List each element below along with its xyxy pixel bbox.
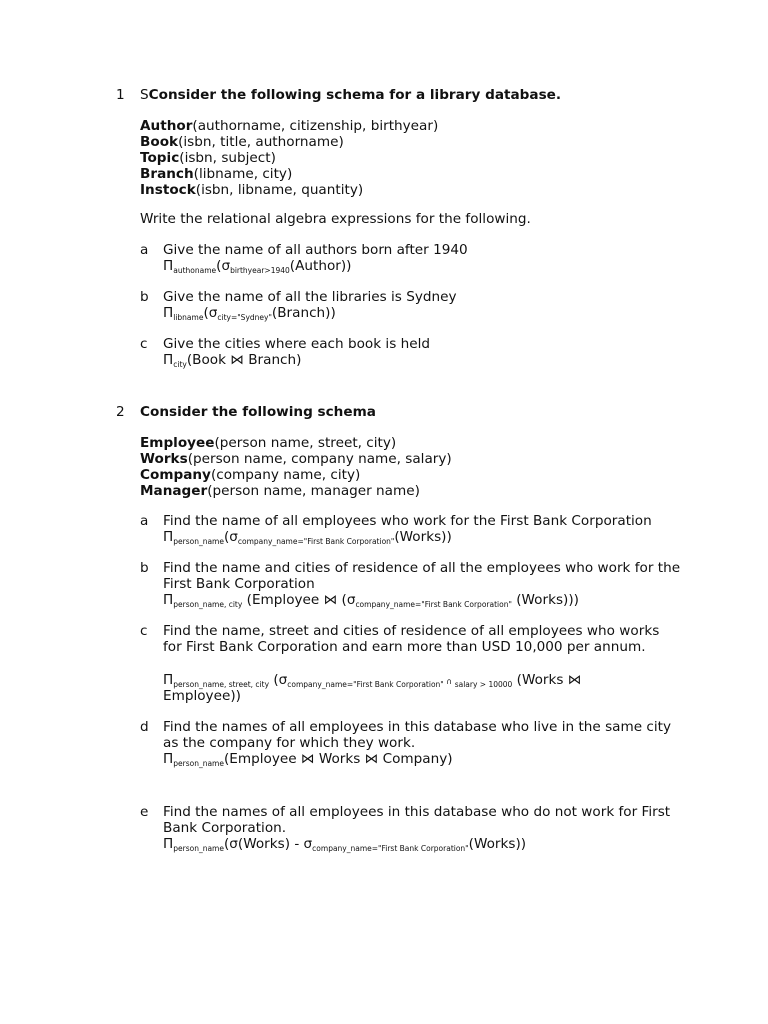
expr-subscript: company_name="First Bank Corporation" xyxy=(237,537,395,546)
relational-expression xyxy=(163,836,526,852)
expr-part: Π xyxy=(163,836,174,852)
relation-fields: (company name, city) xyxy=(210,467,361,483)
expr-part: Π xyxy=(163,751,174,767)
sub-question-text: Find the names of all employees in this database who do not work for First Bank Corporation. xyxy=(163,804,671,836)
relation-fields: (libname, city) xyxy=(193,166,293,182)
sub-question-text: Give the name of all the libraries is Sydney xyxy=(163,289,457,305)
relational-expression xyxy=(163,592,579,608)
relation-name: Employee xyxy=(140,435,215,451)
expr-part: (σ xyxy=(223,529,238,545)
sub-question-label: b xyxy=(140,289,149,305)
relation-fields: (isbn, title, authorname) xyxy=(178,134,344,150)
relation-fields: (isbn, subject) xyxy=(179,150,276,166)
expr-subscript: person_name xyxy=(173,537,224,546)
question-number: 2 xyxy=(116,404,125,420)
sub-question-label: c xyxy=(140,623,148,639)
expr-subscript: company_name="First Bank Corporation" xyxy=(287,680,444,689)
sub-question-text: Find the name and cities of residence of all the employees who work for the First Bank Corporation xyxy=(163,560,681,592)
schema-relation xyxy=(140,182,438,198)
question-title xyxy=(140,87,561,103)
relation-name: Topic xyxy=(140,150,180,166)
relation-name: Book xyxy=(140,134,179,150)
relational-expression xyxy=(163,352,301,368)
expr-part: (Employee ⋈ (σ xyxy=(242,592,356,608)
relational-expression-continued: Employee)) xyxy=(163,688,241,704)
expr-subscript: authoname xyxy=(173,266,217,275)
sub-question-text: Give the cities where each book is held xyxy=(163,336,430,352)
question-title-text: Consider the following schema for a library database. xyxy=(148,87,562,103)
schema-relation xyxy=(140,150,438,166)
sub-question-label: c xyxy=(140,336,148,352)
expr-part: Π xyxy=(163,305,174,321)
sub-question-label: d xyxy=(140,719,149,735)
expr-subscript: person_name xyxy=(173,844,224,853)
expr-part: Π xyxy=(163,258,174,274)
expr-part: Π xyxy=(163,352,174,368)
expr-subscript: company_name="First Bank Corporation" xyxy=(312,844,469,853)
expr-subscript: salary > 10000 xyxy=(454,680,513,689)
relation-fields: (person name, company name, salary) xyxy=(187,451,452,467)
expr-part: (σ xyxy=(269,672,288,688)
relation-name: Company xyxy=(140,467,211,483)
expr-part: (σ(Works) - σ xyxy=(223,836,313,852)
expr-part: (Works ⋈ xyxy=(512,672,582,688)
sub-question-label: a xyxy=(140,513,149,529)
relation-fields: (person name, street, city) xyxy=(214,435,397,451)
relation-fields: (isbn, libname, quantity) xyxy=(195,182,364,198)
sub-question-text: Give the name of all authors born after 1940 xyxy=(163,242,468,258)
instruction-text: Write the relational algebra expressions for the following. xyxy=(140,211,531,227)
expr-part: Π xyxy=(163,672,174,688)
relational-expression xyxy=(163,751,453,767)
relational-expression xyxy=(163,258,351,274)
expr-subscript: person_name, city xyxy=(173,600,243,609)
relation-name: Author xyxy=(140,118,193,134)
schema-relation xyxy=(140,467,452,483)
schema-relation xyxy=(140,451,452,467)
expr-subscript: company_name="First Bank Corporation" xyxy=(355,600,512,609)
sub-question-text: Find the names of all employees in this database who live in the same city as the company for which they work. xyxy=(163,719,672,751)
expr-part: (σ xyxy=(203,305,218,321)
expr-part: (Author)) xyxy=(289,258,352,274)
question-number: 1 xyxy=(116,87,125,103)
expr-subscript: person_name, street, city xyxy=(173,680,270,689)
expr-part: (Employee ⋈ Works ⋈ Company) xyxy=(223,751,453,767)
expr-subscript: city="Sydney" xyxy=(217,313,272,322)
schema-relation xyxy=(140,134,438,150)
expr-part: Π xyxy=(163,529,174,545)
relation-name: Branch xyxy=(140,166,194,182)
expr-part: Π xyxy=(163,592,174,608)
relational-expression xyxy=(163,305,336,321)
expr-part: ∩ xyxy=(443,677,455,686)
question-title-lead: S xyxy=(140,87,149,103)
relation-fields: (authorname, citizenship, birthyear) xyxy=(192,118,439,134)
expr-part: (Book ⋈ Branch) xyxy=(186,352,302,368)
relational-expression xyxy=(163,529,452,545)
sub-question-label: e xyxy=(140,804,149,820)
schema-list xyxy=(140,118,438,198)
schema-relation xyxy=(140,118,438,134)
relation-name: Manager xyxy=(140,483,208,499)
expr-part: (σ xyxy=(216,258,231,274)
expr-part: (Works)) xyxy=(468,836,527,852)
question-title: Consider the following schema xyxy=(140,404,376,420)
expr-part: (Works))) xyxy=(511,592,579,608)
schema-relation xyxy=(140,166,438,182)
sub-question-text: Find the name of all employees who work for the First Bank Corporation xyxy=(163,513,652,529)
relation-name: Instock xyxy=(140,182,196,198)
sub-question-label: b xyxy=(140,560,149,576)
sub-question-label: a xyxy=(140,242,149,258)
expr-subscript: city xyxy=(173,360,187,369)
schema-relation xyxy=(140,483,452,499)
schema-list xyxy=(140,435,452,499)
schema-relation xyxy=(140,435,452,451)
relation-fields: (person name, manager name) xyxy=(207,483,420,499)
relation-name: Works xyxy=(140,451,188,467)
sub-question-text: Find the name, street and cities of residence of all employees who works for First Bank Corporation and earn more than USD 10,000 per annum. xyxy=(163,623,660,655)
expr-subscript: birthyear>1940 xyxy=(230,266,290,275)
expr-subscript: person_name xyxy=(173,759,224,768)
expr-part: (Works)) xyxy=(394,529,452,545)
expr-part: (Branch)) xyxy=(271,305,336,321)
expr-subscript: libname xyxy=(173,313,204,322)
